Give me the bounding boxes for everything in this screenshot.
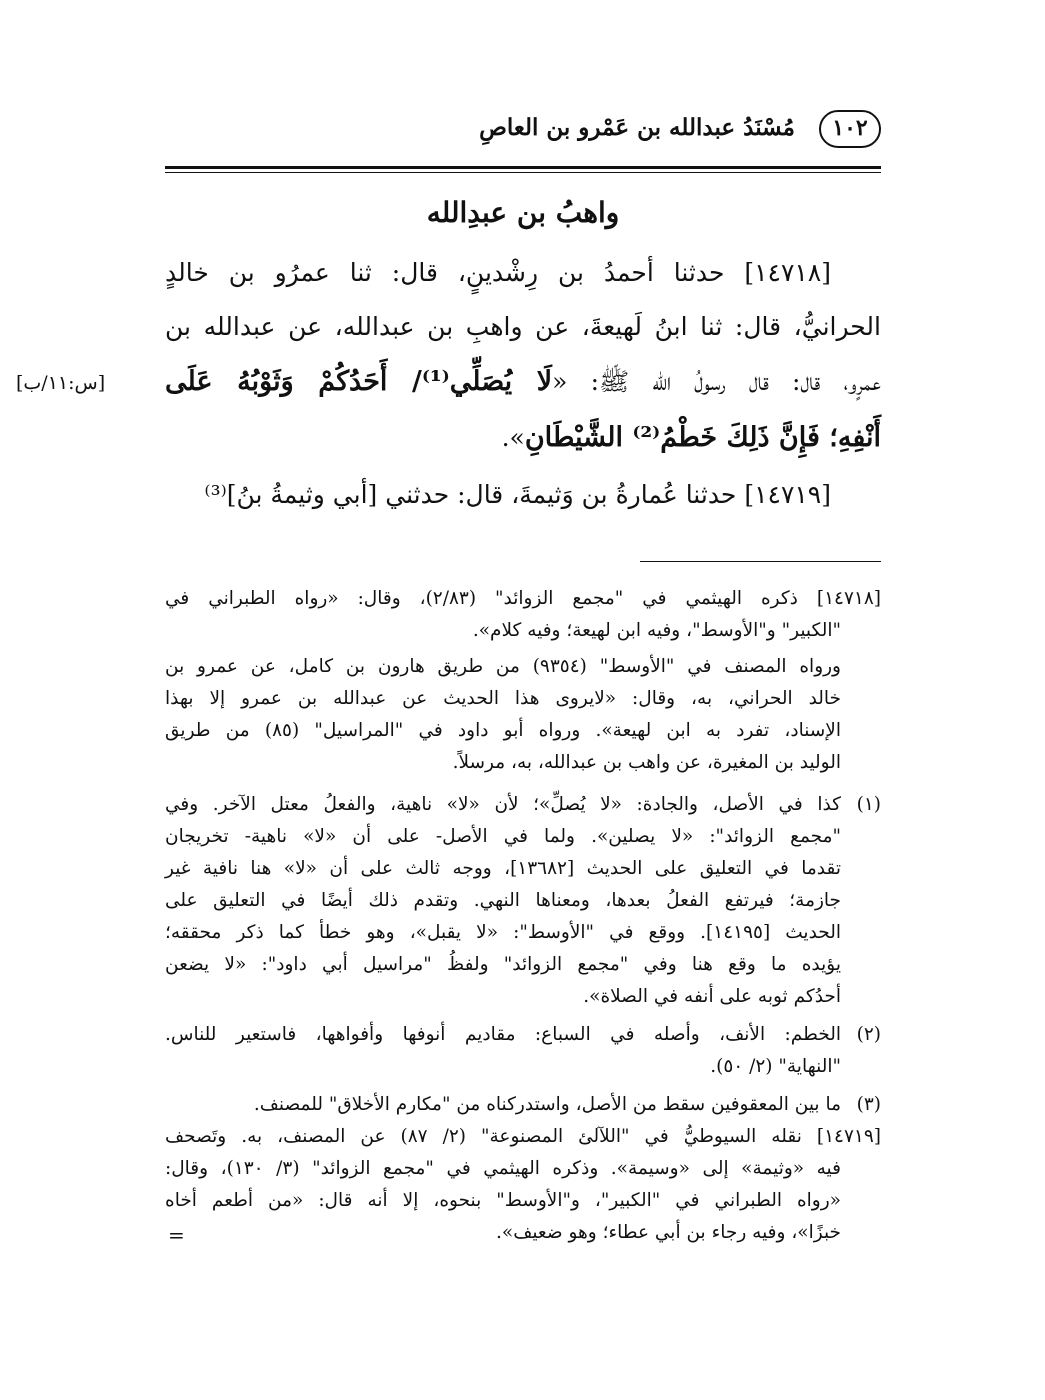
body-line-end: ». xyxy=(501,423,525,452)
body-line: الحرانيُّ، قال: ثنا ابنُ لَهيعةَ، عن واهبِ بن عبدالله، عن عبدالله بن xyxy=(165,312,881,341)
footnote-number: (١) xyxy=(856,794,881,815)
footnote-line: كذا في الأصل، والجادة: «لا يُصلِّ»؛ لأن «لا» ناهية، والفعلُ معتل الآخر. وفي xyxy=(165,794,841,815)
body-line-plain: عمرٍو، قال: قال رسولُ الله ﷺ: « xyxy=(552,367,881,396)
header-rule-thick xyxy=(165,166,881,169)
page-number: ١٠٢ xyxy=(819,110,881,148)
footnote-line: تقدما في التعليق على الحديث [١٣٦٨٢]، ووجه ثالث على أن «لا» هنا نافية غير xyxy=(165,858,841,879)
running-title: مُسْنَدُ عبدالله بن عَمْرو بن العاصِ xyxy=(479,114,795,141)
footnote-line: "مجمع الزوائد": «لا يصلين». ولما في الأصل- على أن «لا» ناهية- تخريجان xyxy=(165,826,841,847)
footnote-line: الإسناد، تفرد به ابن لهيعة». ورواه أبو داود في "المراسيل" (٨٥) من طريق xyxy=(165,720,841,741)
footnote-line: الحديث [١٤١٩٥]. ووقع في "الأوسط": «لا يقبل»، وهو خطأ كما ذكر محققه؛ xyxy=(165,922,842,943)
footnote-line: «رواه الطبراني في "الكبير"، و"الأوسط" بنحوه، إلا أنه قال: «من أطعم أخاه xyxy=(165,1190,841,1211)
margin-note: [س:١١/ب] xyxy=(16,372,106,394)
footnote-line: فيه «وثيمة» إلى «وسيمة». وذكره الهيثمي في "مجمع الزوائد" (٣/ ١٣٠)، وقال: xyxy=(165,1158,841,1179)
footnote-line: يؤيده ما وقع هنا وفي "مجمع الزوائد" ولفظُ "مراسيل أبي داود": «لا يضعن xyxy=(165,954,841,975)
footnote-line: أحدُكم ثوبه على أنفه في الصلاة». xyxy=(583,986,841,1007)
footnote-line: الوليد بن المغيرة، عن واهب بن عبدالله، به، مرسلاً. xyxy=(452,752,841,773)
footnote-line: الخطم: الأنف، وأصله في السباع: مقاديم أنوفها وأفواهها، فاستعير للناس. xyxy=(165,1024,841,1045)
footnote-line: ما بين المعقوفين سقط من الأصل، واستدركناه من "مكارم الأخلاق" للمصنف. xyxy=(253,1094,841,1115)
body-line: [١٤٧١٩] حدثنا عُمارةُ بن وَثيمةَ، قال: حدثني [أبي وثيمةُ بنُ]⁽³⁾ xyxy=(204,480,831,509)
body-line xyxy=(165,422,881,453)
footnote-line: خالد الحراني، به، وقال: «لايروى هذا الحديث عن عبدالله بن عمرو إلا بهذا xyxy=(165,688,841,709)
footnote-number: (٢) xyxy=(856,1024,881,1045)
header-rule-thin xyxy=(165,172,881,173)
body-line: [١٤٧١٨] حدثنا أحمدُ بن رِشْدينٍ، قال: ثنا عمرُو بن خالدٍ xyxy=(165,258,831,287)
page-header xyxy=(165,100,881,160)
footnote-line: جازمة؛ فيرتفع الفعلُ بعدها، ومعناها النهي. وتقدم ذلك أيضًا في التعليق على xyxy=(165,890,841,911)
body-line xyxy=(165,366,881,403)
footnote-line: "النهاية" (٢/ ٥٠). xyxy=(710,1056,841,1077)
footnote-line: ورواه المصنف في "الأوسط" (٩٣٥٤) من طريق هارون بن كامل، عن عمرو بن xyxy=(165,656,841,677)
hadith-text: لَا يُصَلِّي⁽¹⁾/ أَحَدُكُمْ وَثَوْبُهُ عَلَى xyxy=(165,366,553,397)
section-title: واهبُ بن عبدِالله xyxy=(426,196,620,229)
footnote-line: [١٤٧١٨] ذكره الهيثمي في "مجمع الزوائد" (٢/٨٣)، وقال: «رواه الطبراني في xyxy=(165,588,881,609)
footnote-line: خبزًا»، وفيه رجاء بن أبي عطاء؛ وهو ضعيف». xyxy=(496,1222,841,1243)
footnote-line: "الكبير" و"الأوسط"، وفيه ابن لهيعة؛ وفيه كلام». xyxy=(472,620,841,641)
hadith-text: أَنْفِهِ؛ فَإِنَّ ذَلِكَ خَطْمُ⁽²⁾ الشَّيْطَانِ xyxy=(524,422,881,453)
footnote-number: (٣) xyxy=(856,1094,881,1115)
continuation-mark: = xyxy=(168,1223,185,1247)
footnote-line: [١٤٧١٩] نقله السيوطيُّ في "اللآلئ المصنوعة" (٢/ ٨٧) عن المصنف، به. وتَصحف xyxy=(165,1126,881,1147)
footnote-separator xyxy=(640,561,881,562)
